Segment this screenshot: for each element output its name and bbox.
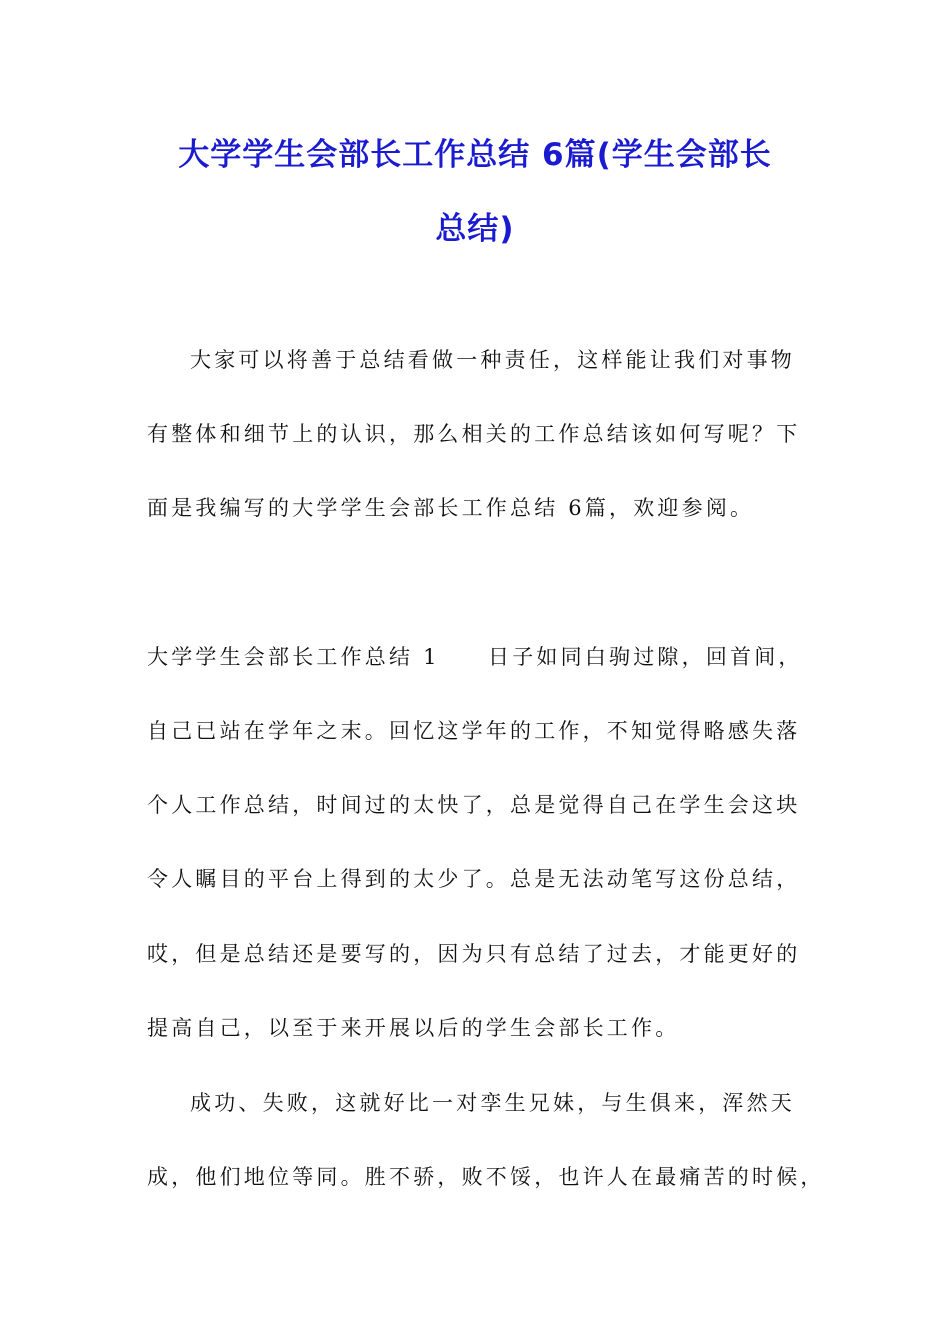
intro-line-1: 大家可以将善于总结看做一种责任，这样能让我们对事物: [190, 348, 795, 372]
section1-line-1: 大学学生会部长工作总结 1 日子如同白驹过隙，回首间，: [147, 645, 803, 669]
section2-line-1: 成功、失败，这就好比一对孪生兄妹，与生俱来，浑然天: [190, 1091, 795, 1115]
document-title: [120, 118, 830, 266]
intro-line-2: 有整体和细节上的认识，那么相关的工作总结该如何写呢？下: [147, 422, 801, 446]
section2-line-2: 成，他们地位等同。胜不骄，败不馁，也许人在最痛苦的时候，: [147, 1165, 825, 1189]
section1-line-4: 令人瞩目的平台上得到的太少了。总是无法动笔写这份总结，: [147, 867, 801, 891]
title-line-1: 大学学生会部长工作总结 6篇(学生会部长: [178, 137, 772, 173]
section1-line-6: 提高自己，以至于来开展以后的学生会部长工作。: [147, 1016, 680, 1040]
title-line-2: 总结): [435, 211, 515, 247]
intro-line-3: 面是我编写的大学学生会部长工作总结 6篇，欢迎参阅。: [147, 496, 755, 520]
section1-line-3: 个人工作总结，时间过的太快了，总是觉得自己在学生会这块: [147, 793, 801, 817]
section1-line-2: 自己已站在学年之末。回忆这学年的工作，不知觉得略感失落: [147, 719, 801, 743]
section1-line-5: 哎，但是总结还是要写的，因为只有总结了过去，才能更好的: [147, 942, 801, 966]
